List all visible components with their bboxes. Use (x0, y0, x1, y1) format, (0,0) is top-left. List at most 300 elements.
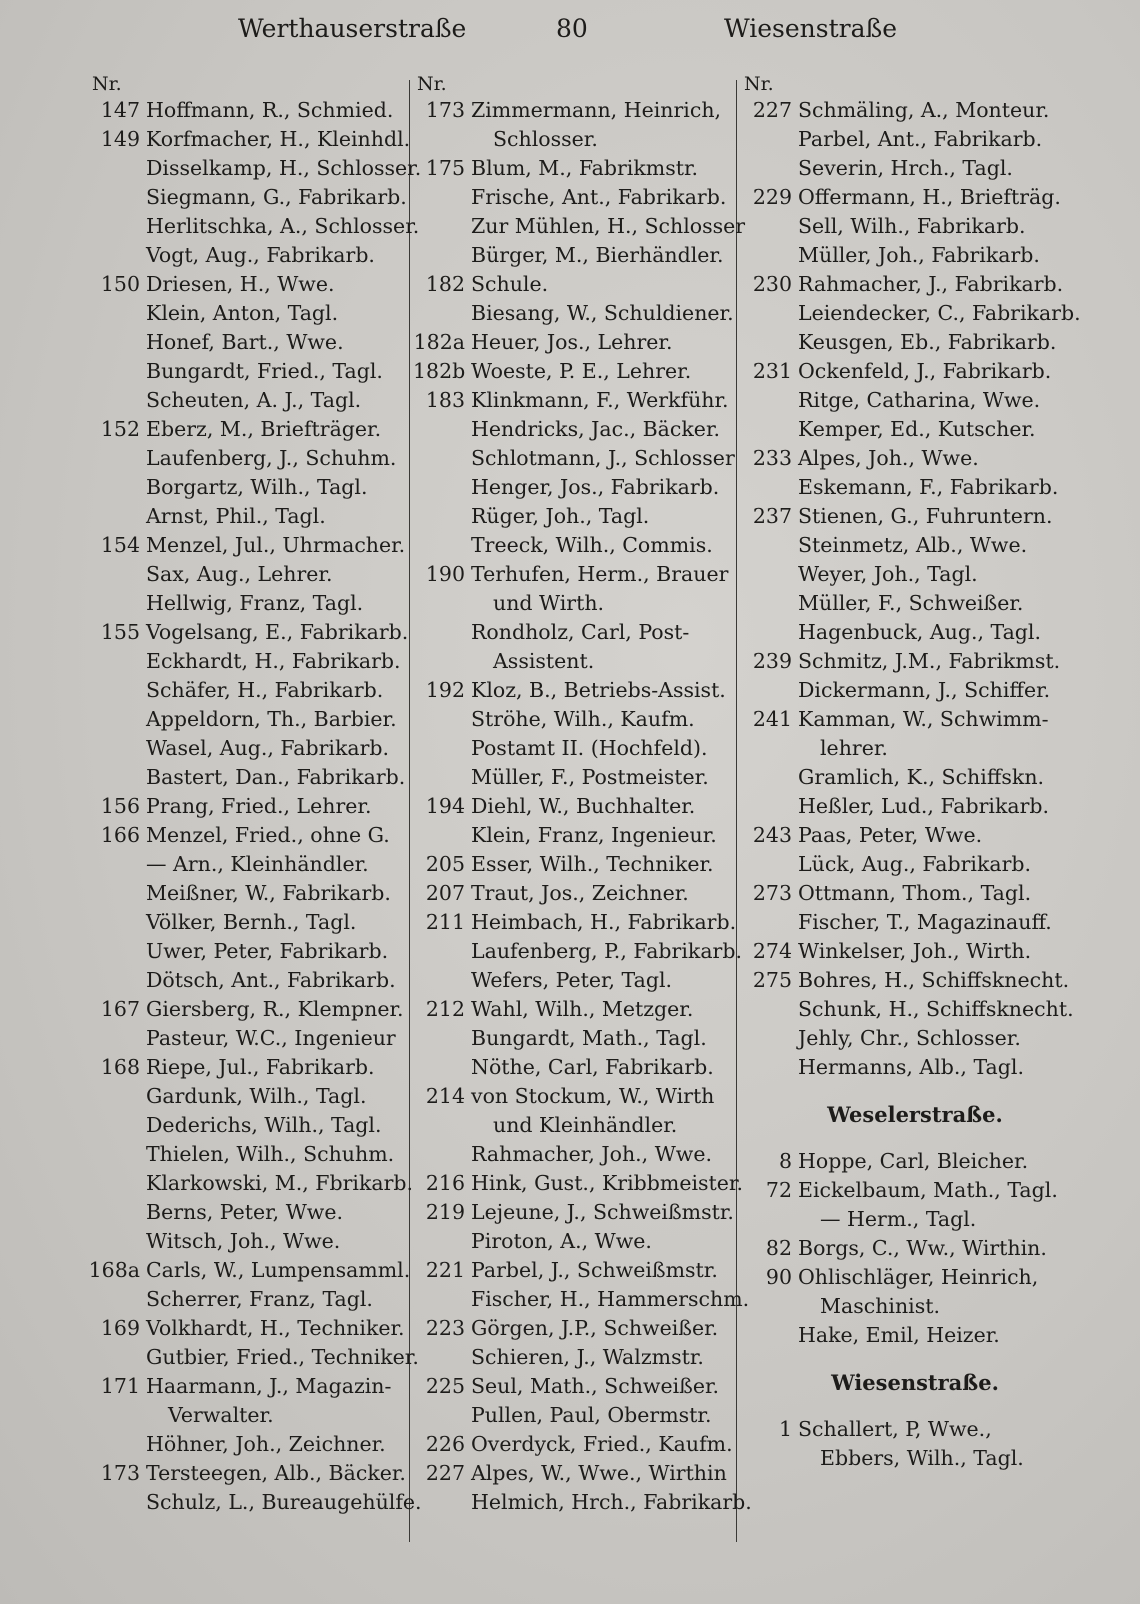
house-number: 237 (752, 504, 792, 528)
house-number: 219 (425, 1200, 465, 1224)
directory-entry (88, 1343, 419, 1372)
directory-entry (413, 328, 729, 357)
resident-name: Ritge, Catharina, Wwe. (798, 388, 1041, 412)
directory-entry (413, 1459, 729, 1488)
directory-entry (88, 125, 411, 154)
resident-name: Dötsch, Ant., Fabrikarb. (146, 968, 396, 992)
directory-entry (740, 908, 1070, 937)
column-divider (736, 80, 737, 1542)
column-divider (409, 80, 410, 1542)
resident-name: Siegmann, G., Fabrikarb. (146, 185, 407, 209)
house-number: 230 (752, 272, 792, 296)
directory-entry (740, 705, 1070, 734)
nr-column-heading (88, 72, 404, 96)
directory-entry (88, 647, 404, 676)
resident-name: Bastert, Dan., Fabrikarb. (146, 765, 406, 789)
directory-column-1 (88, 72, 422, 1562)
resident-name: Klein, Franz, Ingenieur. (471, 823, 717, 847)
directory-entry (88, 908, 404, 937)
resident-name: Sell, Wilh., Fabrikarb. (798, 214, 1026, 238)
resident-name: Görgen, J.P., Schweißer. (471, 1316, 719, 1340)
directory-entry (88, 270, 404, 299)
directory-entry (413, 96, 729, 125)
directory-entry (740, 1147, 1070, 1176)
page-number: 80 (556, 14, 588, 43)
resident-name: Schmitz, J.M., Fabrikmst. (798, 649, 1061, 673)
directory-entry (740, 241, 1070, 270)
directory-entry (88, 763, 404, 792)
directory-entry (413, 618, 729, 647)
resident-name: Treeck, Wilh., Commis. (471, 533, 713, 557)
directory-entry (88, 1401, 404, 1430)
house-number: 207 (425, 881, 465, 905)
directory-entry (413, 705, 729, 734)
directory-entry (740, 1263, 1070, 1292)
directory-entry (413, 589, 729, 618)
resident-name: Severin, Hrch., Tagl. (798, 156, 1013, 180)
resident-name: Fischer, H., Hammerschm. (471, 1287, 750, 1311)
directory-entry (413, 937, 742, 966)
header-right-street: Wiesenstraße (724, 14, 897, 43)
directory-entry (413, 1111, 729, 1140)
directory-entry (413, 1430, 733, 1459)
house-number: 168a (88, 1258, 140, 1282)
resident-name: Pasteur, W.C., Ingenieur (146, 1026, 396, 1050)
directory-entry (413, 531, 729, 560)
directory-entry (88, 850, 404, 879)
resident-name: Hoffmann, R., Schmied. (146, 98, 394, 122)
resident-name: Zimmermann, Heinrich, (471, 98, 722, 122)
directory-entry (740, 212, 1070, 241)
house-number: 182b (413, 359, 466, 383)
resident-name: Gramlich, K., Schiffskn. (798, 765, 1045, 789)
resident-name: — Arn., Kleinhändler. (146, 852, 369, 876)
resident-name: Parbel, Ant., Fabrikarb. (798, 127, 1043, 151)
directory-entry (413, 560, 729, 589)
resident-name: Müller, F., Postmeister. (471, 765, 709, 789)
directory-entry (88, 1459, 404, 1488)
resident-name: Dederichs, Wilh., Tagl. (146, 1113, 382, 1137)
house-number: 175 (425, 156, 465, 180)
resident-name: Hendricks, Jac., Bäcker. (471, 417, 721, 441)
resident-name: Höhner, Joh., Zeichner. (146, 1432, 386, 1456)
resident-name: Müller, F., Schweißer. (798, 591, 1024, 615)
directory-entry (413, 1343, 729, 1372)
nr-label: Nr. (744, 73, 774, 95)
directory-entry (413, 1488, 752, 1517)
house-number: 214 (425, 1084, 465, 1108)
directory-entry (88, 1227, 404, 1256)
directory-entry (413, 1401, 729, 1430)
street-section-title: Weselerstraße. (827, 1102, 1003, 1127)
directory-entry (413, 647, 729, 676)
directory-entry (740, 1415, 1070, 1444)
nr-column-heading (413, 72, 729, 96)
resident-name: Tersteegen, Alb., Bäcker. (146, 1461, 406, 1485)
resident-name: Appeldorn, Th., Barbier. (146, 707, 397, 731)
house-number: 154 (100, 533, 140, 557)
directory-entry (88, 618, 409, 647)
directory-entry (413, 386, 729, 415)
house-number: 194 (425, 794, 465, 818)
directory-entry (88, 531, 404, 560)
directory-entry (740, 125, 1070, 154)
resident-name: Steinmetz, Alb., Wwe. (798, 533, 1028, 557)
directory-entry (740, 357, 1070, 386)
street-section-title: Wiesenstraße. (831, 1370, 999, 1395)
resident-name: Ockenfeld, J., Fabrikarb. (798, 359, 1052, 383)
house-number: 152 (100, 417, 140, 441)
resident-name: Berns, Peter, Wwe. (146, 1200, 343, 1224)
directory-entry (740, 473, 1070, 502)
directory-entry (740, 154, 1070, 183)
resident-name: und Wirth. (493, 591, 605, 615)
resident-name: Jehly, Chr., Schlosser. (798, 1026, 1021, 1050)
resident-name: Woeste, P. E., Lehrer. (471, 359, 692, 383)
directory-entry (413, 676, 729, 705)
directory-entry (413, 1227, 729, 1256)
directory-entry (740, 560, 1070, 589)
house-number: 226 (425, 1432, 465, 1456)
directory-entry (740, 415, 1070, 444)
directory-entry (88, 879, 404, 908)
resident-name: Frische, Ant., Fabrikarb. (471, 185, 727, 209)
resident-name: Diehl, W., Buchhalter. (471, 794, 696, 818)
directory-entry (88, 705, 404, 734)
house-number: 190 (425, 562, 465, 586)
resident-name: Volkhardt, H., Techniker. (146, 1316, 405, 1340)
directory-entry (740, 328, 1070, 357)
resident-name: Schulz, L., Bureaugehülfe. (146, 1490, 422, 1514)
house-number: 82 (765, 1236, 792, 1260)
resident-name: Honef, Bart., Wwe. (146, 330, 344, 354)
resident-name: Klarkowski, M., Fbrikarb. (146, 1171, 414, 1195)
resident-name: Offermann, H., Briefträg. (798, 185, 1061, 209)
resident-name: Giersberg, R., Klempner. (146, 997, 404, 1021)
resident-name: Scherrer, Franz, Tagl. (146, 1287, 373, 1311)
directory-entry (740, 937, 1070, 966)
house-number: 274 (752, 939, 792, 963)
directory-entry (413, 415, 729, 444)
directory-entry (740, 1053, 1070, 1082)
resident-name: Rahmacher, Joh., Wwe. (471, 1142, 712, 1166)
directory-entry (740, 531, 1070, 560)
resident-name: Weyer, Joh., Tagl. (798, 562, 978, 586)
resident-name: Zur Mühlen, H., Schlosser (471, 214, 746, 238)
resident-name: Hellwig, Franz, Tagl. (146, 591, 364, 615)
house-number: 72 (765, 1178, 792, 1202)
house-number: 156 (100, 794, 140, 818)
resident-name: Overdyck, Fried., Kaufm. (471, 1432, 733, 1456)
directory-entry (413, 183, 729, 212)
directory-entry (413, 1256, 729, 1285)
directory-column-2 (413, 72, 752, 1562)
directory-entry (88, 1140, 404, 1169)
resident-name: Heßler, Lud., Fabrikarb. (798, 794, 1050, 818)
resident-name: Schlotmann, J., Schlosser (471, 446, 735, 470)
house-number: 233 (752, 446, 792, 470)
house-number: 225 (425, 1374, 465, 1398)
resident-name: Fischer, T., Magazinauff. (798, 910, 1052, 934)
house-number: 275 (752, 968, 792, 992)
resident-name: Paas, Peter, Wwe. (798, 823, 983, 847)
resident-name: Scheuten, A. J., Tagl. (146, 388, 362, 412)
directory-entry (740, 1024, 1070, 1053)
resident-name: Bürger, M., Bierhändler. (471, 243, 724, 267)
resident-name: Blum, M., Fabrikmstr. (471, 156, 699, 180)
house-number: 229 (752, 185, 792, 209)
resident-name: Winkelser, Joh., Wirth. (798, 939, 1032, 963)
page-header (0, 14, 1140, 50)
resident-name: Lück, Aug., Fabrikarb. (798, 852, 1032, 876)
resident-name: Nöthe, Carl, Fabrikarb. (471, 1055, 714, 1079)
directory-entry (88, 1256, 411, 1285)
resident-name: von Stockum, W., Wirth (471, 1084, 715, 1108)
house-number: 169 (100, 1316, 140, 1340)
directory-entry (88, 1285, 404, 1314)
resident-name: Schule. (471, 272, 549, 296)
resident-name: Ottmann, Thom., Tagl. (798, 881, 1032, 905)
resident-name: Esser, Wilh., Techniker. (471, 852, 714, 876)
resident-name: Assistent. (493, 649, 595, 673)
house-number: 273 (752, 881, 792, 905)
house-number: 173 (100, 1461, 140, 1485)
directory-entry (88, 328, 404, 357)
house-number: 223 (425, 1316, 465, 1340)
resident-name: Alpes, Joh., Wwe. (798, 446, 979, 470)
house-number: 221 (425, 1258, 465, 1282)
directory-entry (88, 821, 404, 850)
directory-entry (413, 473, 729, 502)
house-number: 173 (425, 98, 465, 122)
directory-entry (413, 444, 735, 473)
resident-name: Uwer, Peter, Fabrikarb. (146, 939, 389, 963)
directory-entry (413, 734, 729, 763)
resident-name: Maschinist. (820, 1294, 941, 1318)
resident-name: Müller, Joh., Fabrikarb. (798, 243, 1040, 267)
directory-entry (413, 763, 729, 792)
directory-entry (413, 850, 729, 879)
resident-name: Riepe, Jul., Fabrikarb. (146, 1055, 375, 1079)
resident-name: Stienen, G., Fuhruntern. (798, 504, 1053, 528)
header-left-street: Werthauserstraße (238, 14, 467, 43)
resident-name: Eberz, M., Briefträger. (146, 417, 382, 441)
directory-entry (88, 676, 404, 705)
directory-entry (88, 1053, 404, 1082)
directory-entry (740, 676, 1070, 705)
resident-name: Bungardt, Math., Tagl. (471, 1026, 707, 1050)
directory-entry (413, 502, 729, 531)
directory-entry (413, 1082, 729, 1111)
directory-entry (740, 647, 1070, 676)
directory-entry (413, 357, 729, 386)
house-number: 205 (425, 852, 465, 876)
resident-name: Dickermann, J., Schiffer. (798, 678, 1051, 702)
directory-entry (88, 1111, 404, 1140)
directory-entry (413, 1169, 743, 1198)
resident-name: Korfmacher, H., Kleinhdl. (146, 127, 411, 151)
resident-name: Schmäling, A., Monteur. (798, 98, 1050, 122)
resident-name: Piroton, A., Wwe. (471, 1229, 652, 1253)
directory-entry (88, 589, 404, 618)
resident-name: Vogelsang, E., Fabrikarb. (146, 620, 409, 644)
resident-name: Henger, Jos., Fabrikarb. (471, 475, 720, 499)
resident-name: Wefers, Peter, Tagl. (471, 968, 673, 992)
resident-name: Kloz, B., Betriebs-Assist. (471, 678, 726, 702)
directory-entry (88, 1430, 404, 1459)
directory-entry (88, 1082, 404, 1111)
directory-entry (88, 299, 404, 328)
directory-entry (740, 589, 1070, 618)
resident-name: Meißner, W., Fabrikarb. (146, 881, 391, 905)
resident-name: Hermanns, Alb., Tagl. (798, 1055, 1024, 1079)
directory-entry (88, 502, 404, 531)
directory-entry (88, 995, 404, 1024)
directory-entry (740, 618, 1070, 647)
directory-entry (413, 879, 729, 908)
directory-entry (413, 995, 729, 1024)
directory-entry (413, 1024, 729, 1053)
resident-name: Disselkamp, H., Schlosser. (146, 156, 422, 180)
directory-entry (413, 821, 729, 850)
directory-entry (88, 966, 404, 995)
directory-entry (413, 212, 746, 241)
directory-entry (88, 734, 404, 763)
directory-entry (413, 270, 729, 299)
resident-name: Postamt II. (Hochfeld). (471, 736, 708, 760)
directory-entry (88, 792, 404, 821)
resident-name: Leiendecker, C., Fabrikarb. (798, 301, 1081, 325)
directory-entry (413, 125, 729, 154)
resident-name: Carls, W., Lumpensamml. (146, 1258, 411, 1282)
directory-entry (740, 734, 1070, 763)
house-number: 167 (100, 997, 140, 1021)
resident-name: Ebbers, Wilh., Tagl. (820, 1446, 1024, 1470)
directory-entry (413, 1314, 729, 1343)
resident-name: Völker, Bernh., Tagl. (146, 910, 357, 934)
house-number: 211 (425, 910, 465, 934)
resident-name: Traut, Jos., Zeichner. (471, 881, 689, 905)
directory-entry (88, 96, 404, 125)
house-number: 227 (752, 98, 792, 122)
directory-entry (740, 1444, 1070, 1473)
directory-entry (88, 1198, 404, 1227)
resident-name: Parbel, J., Schweißmstr. (471, 1258, 718, 1282)
directory-entry (740, 1176, 1070, 1205)
directory-entry (88, 1372, 404, 1401)
directory-entry (88, 183, 407, 212)
directory-entry (88, 1024, 404, 1053)
directory-entry (88, 386, 404, 415)
directory-column-3 (740, 72, 1081, 1562)
resident-name: Ströhe, Wilh., Kaufm. (471, 707, 695, 731)
house-number: 1 (778, 1417, 792, 1441)
directory-entry (740, 502, 1070, 531)
directory-entry (88, 212, 420, 241)
house-number: 241 (752, 707, 792, 731)
resident-name: Bohres, H., Schiffsknecht. (798, 968, 1070, 992)
directory-entry (413, 1140, 729, 1169)
resident-name: Heuer, Jos., Lehrer. (471, 330, 673, 354)
nr-column-heading (740, 72, 1070, 96)
resident-name: — Herm., Tagl. (820, 1207, 977, 1231)
resident-name: Ohlischläger, Heinrich, (798, 1265, 1039, 1289)
directory-entry (740, 270, 1070, 299)
house-number: 182a (413, 330, 465, 354)
resident-name: Heimbach, H., Fabrikarb. (471, 910, 737, 934)
house-number: 149 (100, 127, 140, 151)
directory-entry (740, 763, 1070, 792)
resident-name: Borgs, C., Ww., Wirthin. (798, 1236, 1047, 1260)
resident-name: Kamman, W., Schwimm- (798, 707, 1049, 731)
house-number: 150 (100, 272, 140, 296)
directory-entry (740, 299, 1081, 328)
resident-name: Rahmacher, J., Fabrikarb. (798, 272, 1064, 296)
directory-entry (740, 879, 1070, 908)
house-number: 183 (425, 388, 465, 412)
directory-entry (413, 1198, 734, 1227)
resident-name: Menzel, Jul., Uhrmacher. (146, 533, 406, 557)
resident-name: Rondholz, Carl, Post- (471, 620, 690, 644)
house-number: 168 (100, 1055, 140, 1079)
resident-name: Rüger, Joh., Tagl. (471, 504, 650, 528)
directory-entry (740, 1321, 1070, 1350)
resident-name: Schunk, H., Schiffsknecht. (798, 997, 1074, 1021)
resident-name: Gardunk, Wilh., Tagl. (146, 1084, 367, 1108)
resident-name: Lejeune, J., Schweißmstr. (471, 1200, 734, 1224)
directory-entry (740, 386, 1070, 415)
resident-name: Haarmann, J., Magazin- (146, 1374, 392, 1398)
house-number: 90 (765, 1265, 792, 1289)
directory-entry (413, 299, 734, 328)
house-number: 216 (425, 1171, 465, 1195)
resident-name: Hake, Emil, Heizer. (798, 1323, 1000, 1347)
resident-name: Schieren, J., Walzmstr. (471, 1345, 704, 1369)
resident-name: Schlosser. (493, 127, 598, 151)
directory-entry (88, 1169, 414, 1198)
directory-entry (88, 241, 404, 270)
directory-entry (88, 357, 404, 386)
resident-name: Klinkmann, F., Werkführ. (471, 388, 729, 412)
resident-name: Eskemann, F., Fabrikarb. (798, 475, 1059, 499)
directory-entry (413, 966, 729, 995)
house-number: 155 (100, 620, 140, 644)
directory-entry (413, 241, 729, 270)
house-number: 8 (778, 1149, 792, 1173)
resident-name: Helmich, Hrch., Fabrikarb. (471, 1490, 752, 1514)
directory-entry (740, 850, 1070, 879)
resident-name: Prang, Fried., Lehrer. (146, 794, 372, 818)
directory-entry (740, 96, 1070, 125)
directory-entry (88, 937, 404, 966)
directory-entry (413, 792, 729, 821)
directory-entry (88, 415, 404, 444)
directory-entry (740, 821, 1070, 850)
directory-entry (88, 154, 422, 183)
resident-name: Schäfer, H., Fabrikarb. (146, 678, 384, 702)
house-number: 171 (100, 1374, 140, 1398)
directory-entry (88, 1314, 404, 1343)
resident-name: Borgartz, Wilh., Tagl. (146, 475, 368, 499)
resident-name: Vogt, Aug., Fabrikarb. (146, 243, 375, 267)
directory-entry (88, 1488, 422, 1517)
house-number: 212 (425, 997, 465, 1021)
directory-entry (88, 473, 404, 502)
directory-entry (740, 966, 1070, 995)
house-number: 231 (752, 359, 792, 383)
directory-entry (740, 444, 1070, 473)
resident-name: Alpes, W., Wwe., Wirthin (471, 1461, 727, 1485)
